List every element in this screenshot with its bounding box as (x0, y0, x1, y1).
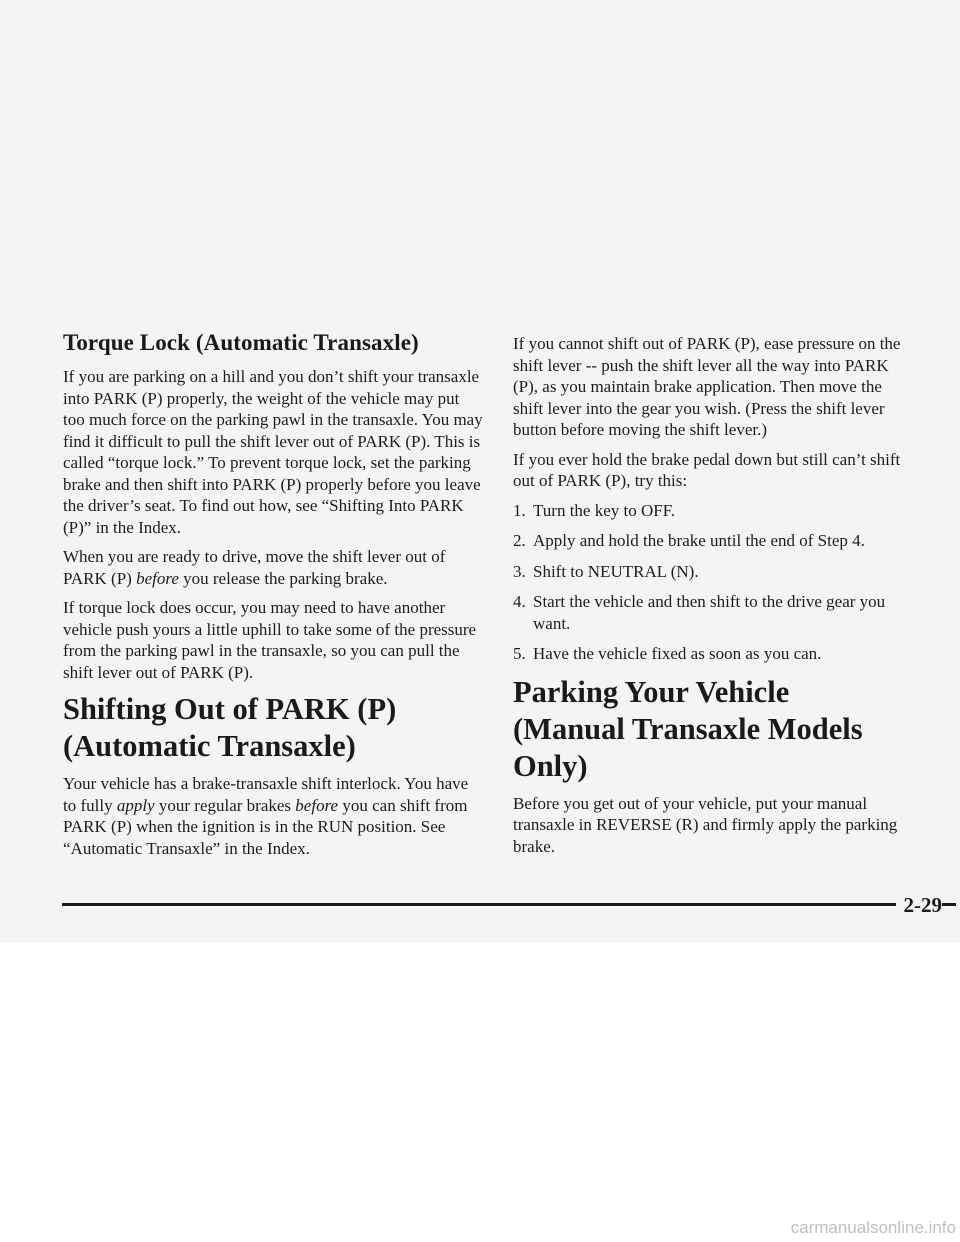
text-run: your regular brakes (154, 795, 296, 815)
heading-line-2: (Manual Transaxle Models Only) (513, 711, 863, 783)
step-number: 5. (513, 644, 526, 663)
text-run: you can shift from PARK (P) when the ignition is in the RUN position. See “Automatic Transaxle” in the Index. (63, 795, 468, 858)
text-run: When you are ready to drive, move the shift lever out of PARK (P) (63, 547, 446, 588)
step-text: Shift to NEUTRAL (N). (533, 561, 699, 581)
left-column (63, 330, 483, 867)
heading-line-2: (Automatic Transaxle) (63, 729, 356, 763)
site-watermark: carmanualsonline.info (790, 1218, 956, 1237)
torque-lock-heading: Torque Lock (Automatic Transaxle) (63, 330, 419, 355)
footer-rule (62, 903, 956, 906)
heading-line-1: Parking Your Vehicle (513, 674, 790, 709)
page-number: 2-29 (896, 893, 943, 918)
text-run: you release the parking brake. (178, 568, 388, 588)
shift-out-paragraph-2: If you ever hold the brake pedal down but still can’t shift out of PARK (P), try this: (513, 449, 901, 490)
emphasis-before: before (295, 795, 339, 815)
text-run: Your vehicle has a brake-transaxle shift interlock. You have to fully (63, 774, 469, 815)
steps-list (513, 500, 908, 665)
right-column (513, 333, 908, 865)
shift-out-paragraph-1: If you cannot shift out of PARK (P), ease pressure on the shift lever -- push the shift lever all the way into PARK (P), as you maintain brake application. Then move the shift lever into the gear you wish. (Press the shift lever button before moving the shift lever.) (513, 334, 901, 439)
step-number: 1. (513, 500, 526, 520)
step-text: Start the vehicle and then shift to the drive gear you want. (533, 592, 886, 633)
list-item (513, 591, 908, 634)
step-number: 2. (513, 531, 526, 550)
step-text: Have the vehicle fixed as soon as you can. (533, 644, 822, 663)
parking-paragraph: Before you get out of your vehicle, put your manual transaxle in REVERSE (R) and firmly apply the parking brake. (513, 793, 898, 856)
step-text: Apply and hold the brake until the end of Step 4. (533, 531, 865, 550)
shifting-out-of-park-heading (63, 691, 483, 765)
parking-your-vehicle-heading (513, 674, 908, 785)
shifting-paragraph (63, 773, 483, 859)
step-text: Turn the key to OFF. (533, 500, 676, 520)
heading-line-1: Shifting Out of PARK (P) (63, 692, 397, 726)
list-item (513, 530, 908, 552)
torque-lock-paragraph-2 (63, 546, 483, 589)
step-number: 4. (513, 592, 526, 611)
list-item (513, 643, 908, 665)
list-item (513, 561, 908, 583)
emphasis-before: before (136, 568, 179, 588)
emphasis-apply: apply (116, 795, 155, 815)
step-number: 3. (513, 561, 526, 581)
torque-lock-paragraph-1: If you are parking on a hill and you don’t shift your transaxle into PARK (P) properly, the weight of the vehicle may put too much force on the parking pawl in the transaxle. You may find it difficult to pull the shift lever out of PARK (P). This is called “torque lock.” To prevent torque lock, set the parking brake and then shift into PARK (P) properly before you leave the driver’s seat. To find out how, see “Shifting Into PARK (P)” in the Index. (63, 367, 483, 537)
torque-lock-paragraph-3: If torque lock does occur, you may need to have another vehicle push yours a little uphill to take some of the pressure from the parking pawl in the transaxle, so you can pull the shift lever out of PARK (P). (63, 598, 477, 682)
list-item (513, 500, 908, 522)
